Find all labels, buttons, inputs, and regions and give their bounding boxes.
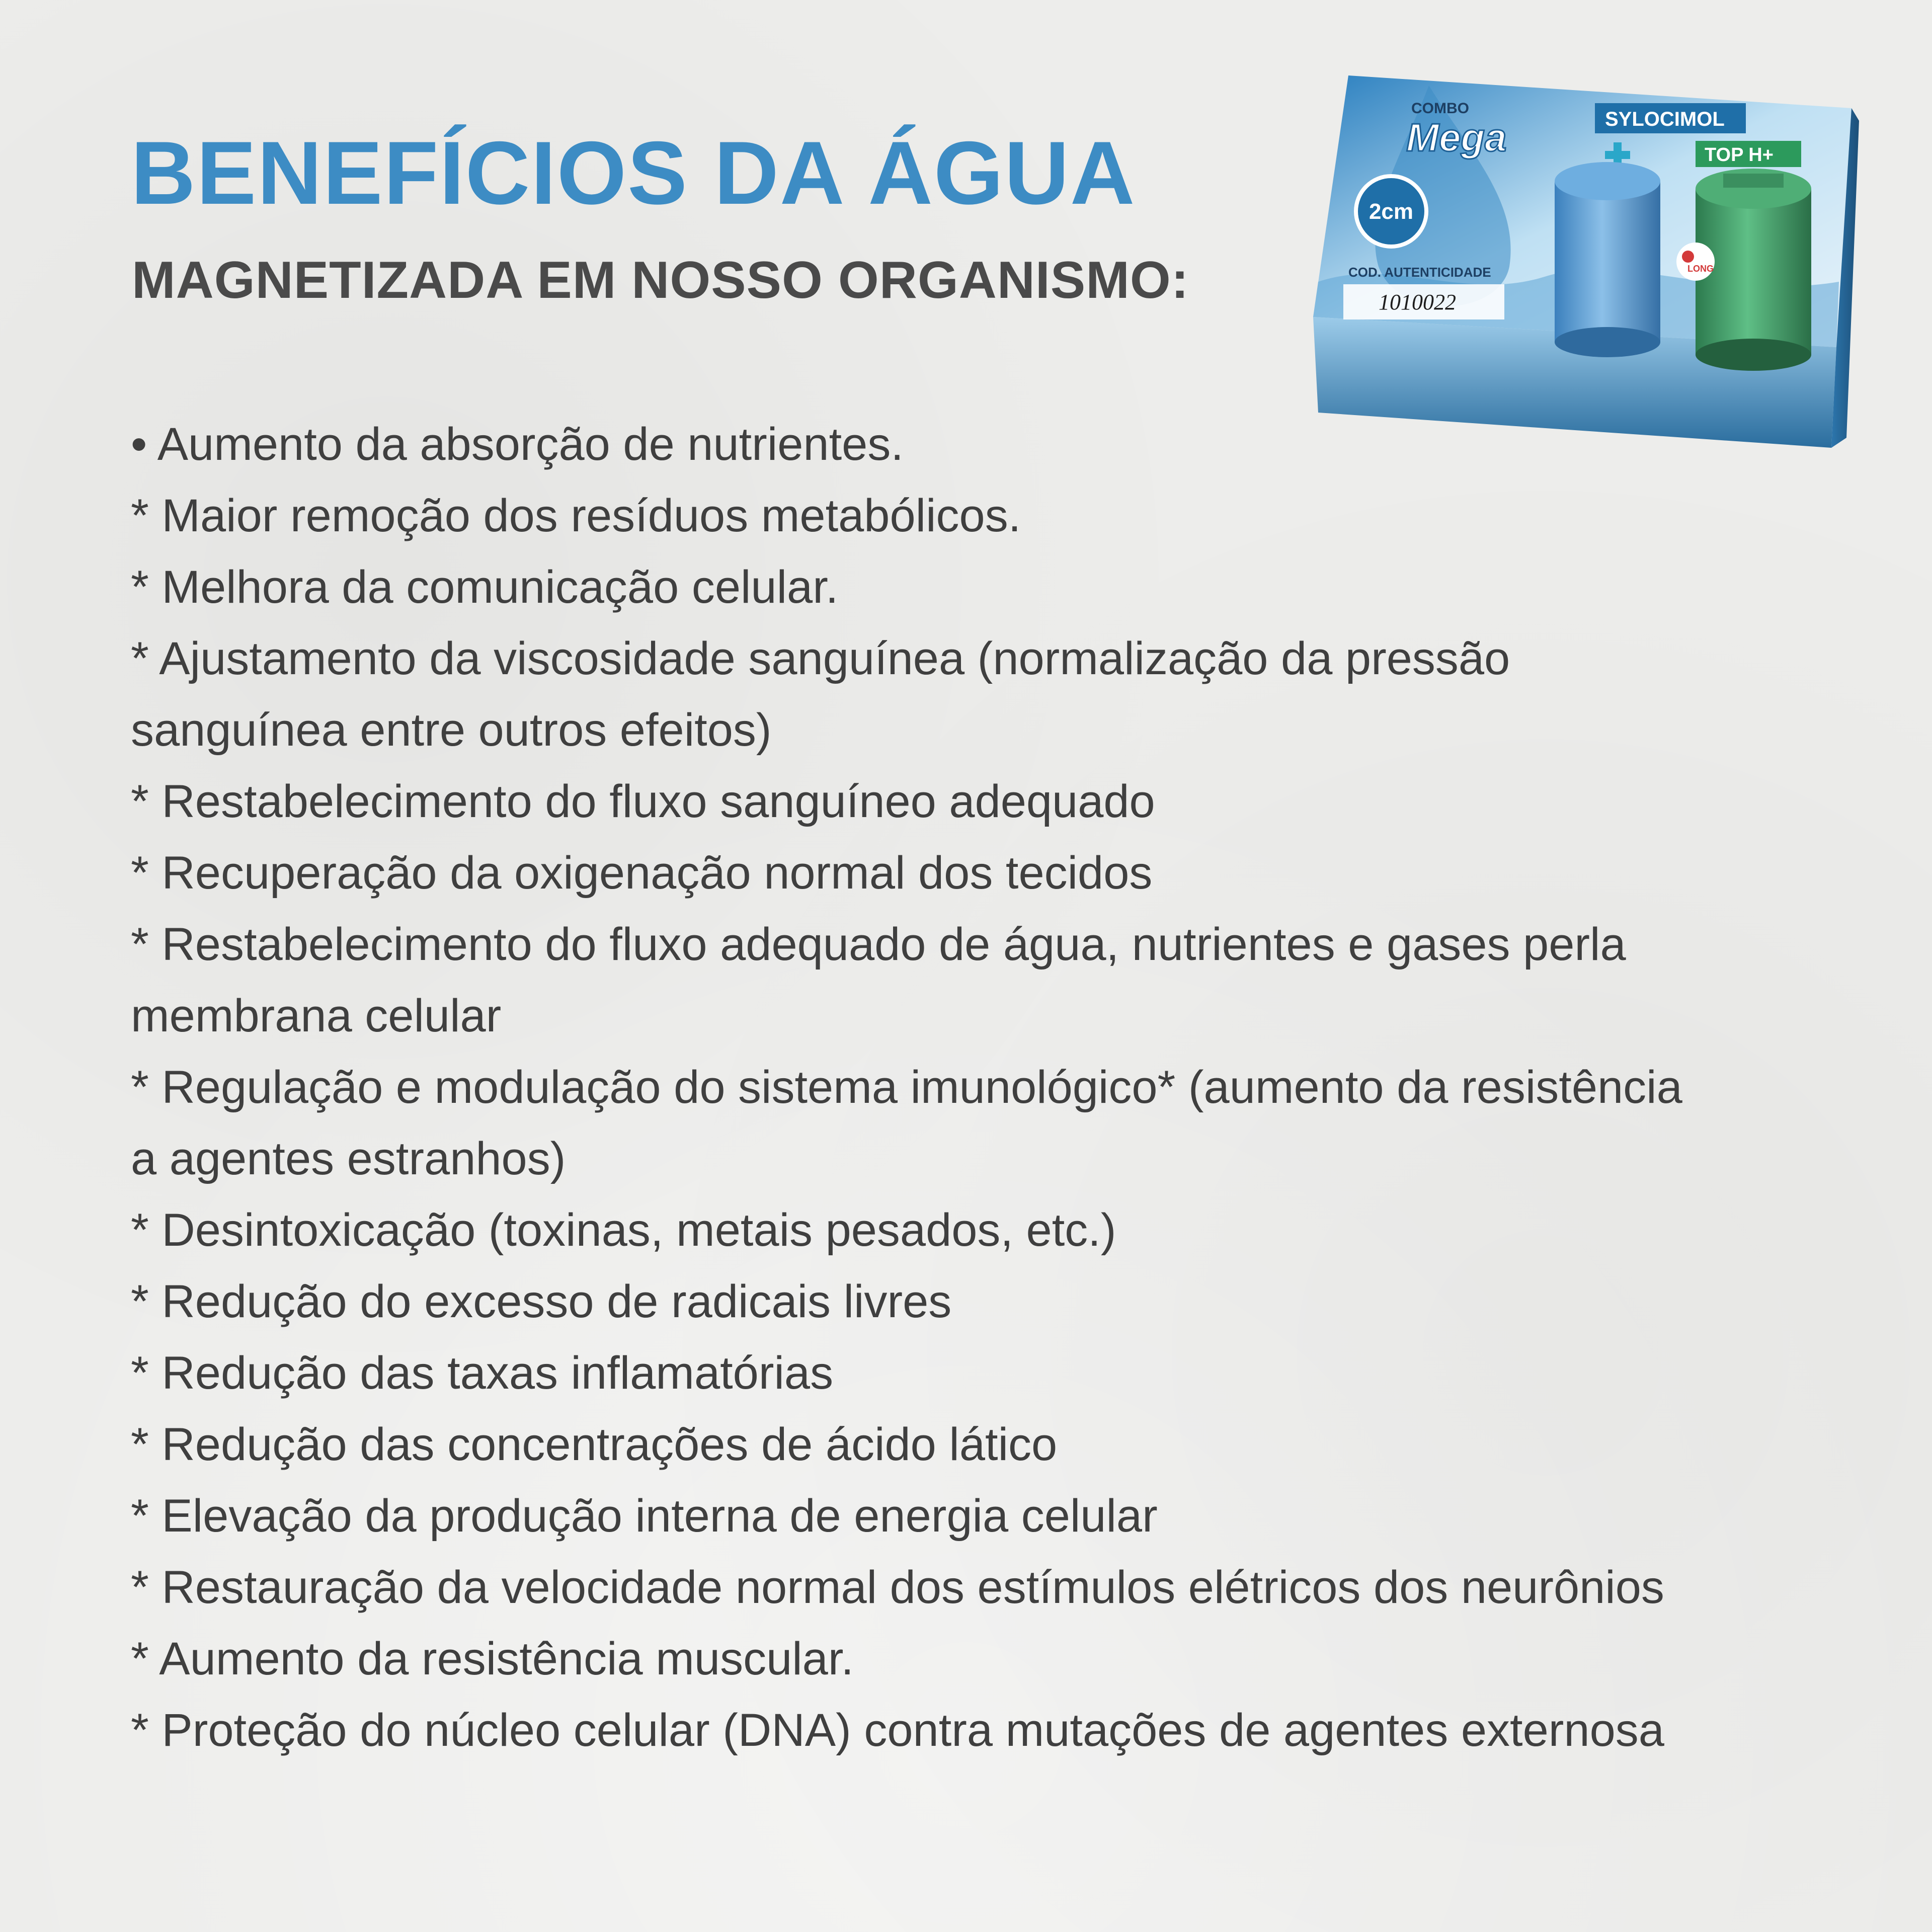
benefit-line: membrana celular <box>131 990 502 1041</box>
model-label: TOP H+ <box>1705 144 1774 166</box>
benefit-line: * Ajustamento da viscosidade sanguínea (normalização da pressão <box>131 633 1510 684</box>
product-box-image <box>1303 65 1862 468</box>
long-tag-text: LONG <box>1687 264 1714 274</box>
page-title: BENEFÍCIOS DA ÁGUA <box>131 123 1136 223</box>
long-tag-dot <box>1682 251 1694 263</box>
benefit-line: * Desintoxicação (toxinas, metais pesados, etc.) <box>131 1204 1116 1256</box>
blue-cylinder <box>1555 162 1660 357</box>
long-tag <box>1676 243 1715 281</box>
benefit-line: * Elevação da produção interna de energia celular <box>131 1490 1158 1542</box>
benefit-line: * Melhora da comunicação celular. <box>131 561 839 613</box>
benefit-line: * Restabelecimento do fluxo adequado de água, nutrientes e gases perla <box>131 919 1626 970</box>
benefit-line: * Restauração da velocidade normal dos estímulos elétricos dos neurônios <box>131 1562 1664 1613</box>
auth-code: 1010022 <box>1379 290 1456 314</box>
benefit-line: * Regulação e modulação do sistema imunológico* (aumento da resistência <box>131 1062 1682 1113</box>
benefit-line: * Maior remoção dos resíduos metabólicos. <box>131 490 1021 541</box>
benefit-line: * Aumento da resistência muscular. <box>131 1633 854 1684</box>
benefit-line: * Redução das concentrações de ácido lático <box>131 1419 1058 1470</box>
benefit-line: * Redução das taxas inflamatórias <box>131 1347 834 1399</box>
benefit-line: a agentes estranhos) <box>131 1133 566 1184</box>
benefit-line: • Aumento da absorção de nutrientes. <box>131 419 904 470</box>
auth-label: COD. AUTENTICIDADE <box>1348 265 1491 280</box>
benefit-line: * Redução do excesso de radicais livres <box>131 1276 952 1327</box>
maker-label: SYLOCIMOL <box>1605 108 1725 130</box>
benefit-line: * Restabelecimento do fluxo sanguíneo adequado <box>131 776 1155 827</box>
badge-text: 2cm <box>1369 199 1414 224</box>
benefits-list <box>131 409 1852 1766</box>
page-subtitle: MAGNETIZADA EM NOSSO ORGANISMO: <box>132 251 1189 309</box>
benefit-line: * Recuperação da oxigenação normal dos tecidos <box>131 847 1153 899</box>
benefit-line: sanguínea entre outros efeitos) <box>131 704 772 756</box>
benefit-line: * Proteção do núcleo celular (DNA) contra mutações de agentes externosa <box>131 1705 1664 1756</box>
brand-mega: Mega <box>1406 115 1507 159</box>
combo-label: COMBO <box>1411 100 1469 117</box>
